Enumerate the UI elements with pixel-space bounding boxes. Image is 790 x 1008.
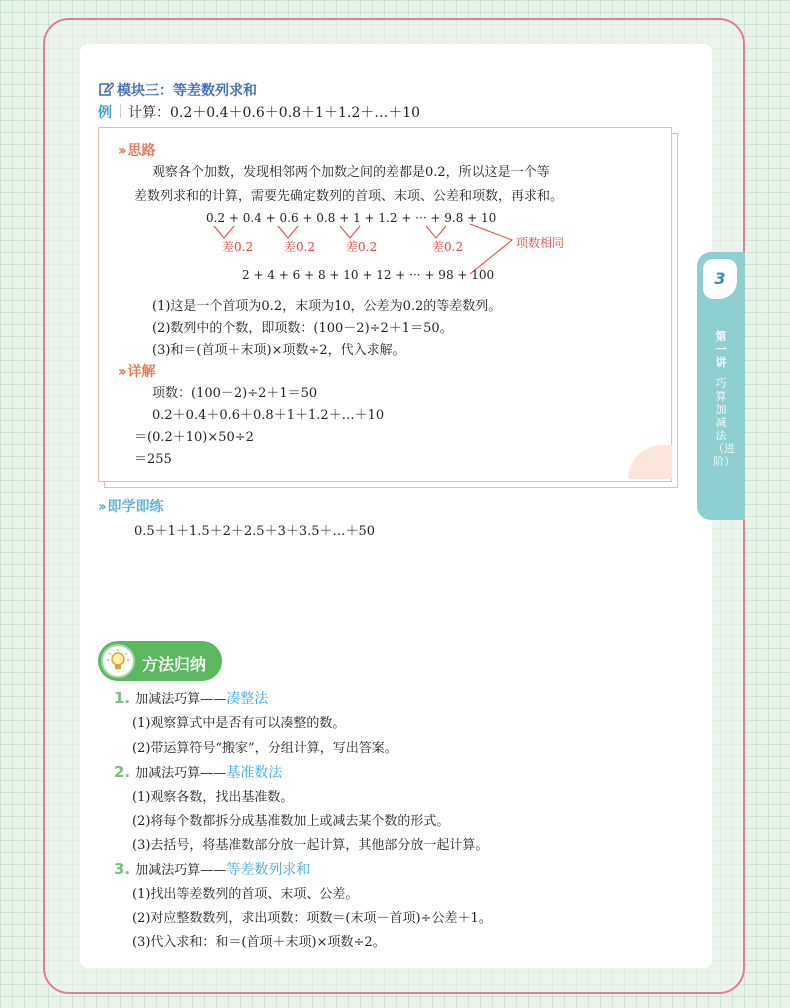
example-divider bbox=[120, 104, 121, 118]
formula-integer-sequence: 2 + 4 + 6 + 8 + 10 + 12 + ··· + 98 + 100 bbox=[242, 268, 495, 282]
example-problem: 计算：0.2＋0.4＋0.6＋0.8＋1＋1.2＋…＋10 bbox=[128, 105, 421, 121]
method-item: (1)观察各数，找出基准数。 bbox=[132, 790, 294, 805]
section-lead: 加减法巧算—— bbox=[135, 692, 227, 707]
method-section-3-heading bbox=[114, 859, 310, 879]
lecture-label: 第一讲 bbox=[715, 330, 727, 369]
section-highlight: 基准数法 bbox=[226, 765, 283, 781]
solution-line-2: 0.2＋0.4＋0.6＋0.8＋1＋1.2＋…＋10 bbox=[152, 408, 385, 423]
formula-decimal-sequence: 0.2 + 0.4 + 0.6 + 0.8 + 1 + 1.2 + ··· + 9.8 + 10 bbox=[206, 211, 497, 225]
double-chevron-icon: ›› bbox=[118, 143, 124, 159]
method-section-2-heading bbox=[114, 762, 282, 782]
lightbulb-icon bbox=[101, 644, 135, 678]
diff-label-4: 差0.2 bbox=[432, 240, 464, 254]
solution-line-4: ＝255 bbox=[134, 452, 172, 467]
section-highlight: 等差数列求和 bbox=[226, 862, 311, 878]
xiangjie-heading-text: 详解 bbox=[127, 364, 156, 380]
silu-step-2: (2)数列中的个数，即项数：(100－2)÷2＋1＝50。 bbox=[152, 321, 453, 336]
section-number: 2. bbox=[114, 763, 131, 781]
same-count-note: 项数相同 bbox=[516, 236, 565, 250]
silu-heading bbox=[118, 140, 156, 160]
diff-label-1: 差0.2 bbox=[222, 240, 254, 254]
method-item: (2)带运算符号“搬家”，分组计算，写出答案。 bbox=[132, 741, 398, 756]
diff-label-2: 差0.2 bbox=[284, 240, 316, 254]
method-title: 方法归纳 bbox=[142, 655, 207, 674]
method-item: (1)找出等差数列的首项、末项、公差。 bbox=[132, 887, 359, 902]
double-chevron-icon: ›› bbox=[118, 364, 124, 380]
pencil-note-icon bbox=[98, 81, 114, 97]
method-item: (1)观察算式中是否有可以凑整的数。 bbox=[132, 716, 346, 731]
diff-label-3: 差0.2 bbox=[346, 240, 378, 254]
silu-heading-text: 思路 bbox=[127, 143, 156, 159]
page-number: 3 bbox=[703, 259, 737, 299]
method-item: (3)代入求和：和＝(首项＋末项)×项数÷2。 bbox=[132, 935, 386, 950]
practice-heading bbox=[98, 496, 164, 516]
silu-paragraph-line2: 差数列求和的计算，需要先确定数列的首项、末项、公差和项数，再求和。 bbox=[134, 189, 564, 204]
xiangjie-heading bbox=[118, 361, 156, 381]
double-chevron-icon: ›› bbox=[98, 499, 104, 515]
method-section-1-heading bbox=[114, 688, 268, 708]
solution-line-1: 项数：(100－2)÷2＋1＝50 bbox=[152, 386, 318, 401]
solution-line-3: ＝(0.2＋10)×50÷2 bbox=[134, 430, 254, 445]
section-number: 3. bbox=[114, 860, 131, 878]
silu-step-3: (3)和＝(首项＋末项)×项数÷2，代入求解。 bbox=[152, 343, 406, 358]
module-title-text: 模块三：等差数列求和 bbox=[117, 83, 257, 99]
silu-step-1: (1)这是一个首项为0.2，末项为10，公差为0.2的等差数列。 bbox=[152, 299, 502, 314]
method-item: (2)将每个数都拆分成基准数加上或减去某个数的形式。 bbox=[132, 814, 450, 829]
example-label: 例 bbox=[98, 105, 112, 121]
module-title bbox=[98, 80, 257, 100]
practice-heading-text: 即学即练 bbox=[107, 499, 164, 515]
chapter-label bbox=[713, 330, 735, 468]
section-lead: 加减法巧算—— bbox=[135, 766, 227, 781]
topic-label: 巧算加减法（进阶） bbox=[713, 377, 735, 468]
method-item: (3)去括号，将基准数部分放一起计算，其他部分放一起计算。 bbox=[132, 838, 489, 853]
method-item: (2)对应整数数列，求出项数：项数＝(末项－首项)÷公差＋1。 bbox=[132, 911, 492, 926]
section-lead: 加减法巧算—— bbox=[135, 863, 227, 878]
section-highlight: 凑整法 bbox=[226, 691, 269, 707]
silu-paragraph-line1: 观察各个加数，发现相邻两个加数之间的差都是0.2，所以这是一个等 bbox=[152, 165, 550, 180]
section-number: 1. bbox=[114, 689, 131, 707]
practice-problem: 0.5＋1＋1.5＋2＋2.5＋3＋3.5＋…＋50 bbox=[134, 524, 376, 539]
